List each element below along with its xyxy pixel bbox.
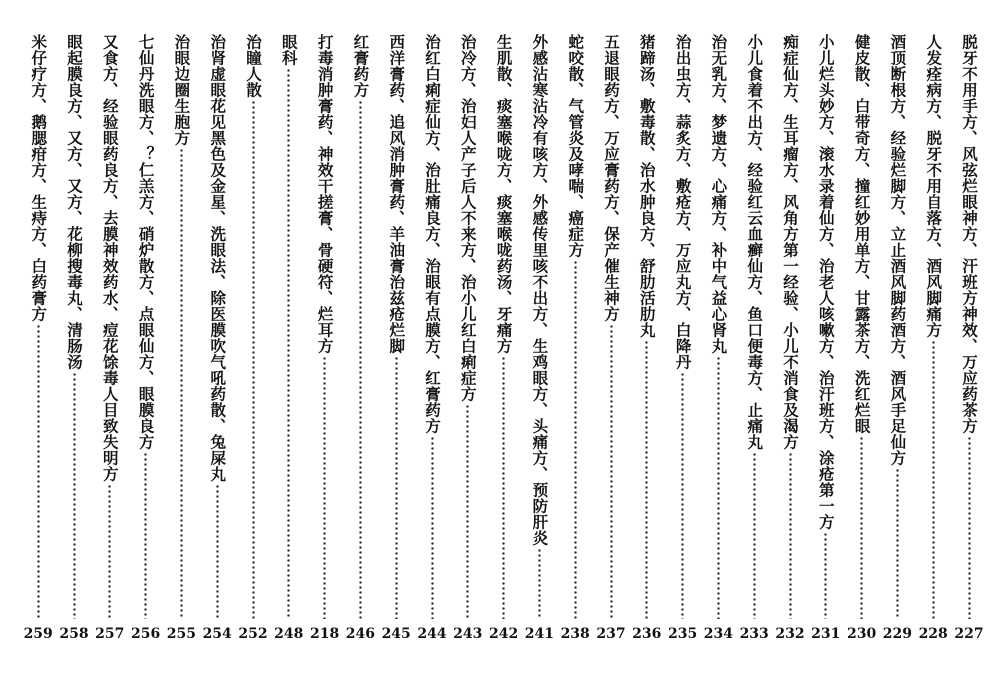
toc-entry — [204, 34, 230, 619]
toc-page-number: 237 — [596, 626, 626, 642]
dot-leader — [287, 68, 290, 619]
toc-entry — [634, 34, 660, 619]
dot-leader — [824, 532, 827, 619]
toc-entry-title: 治冷方、治妇人产子后人不来方、治小儿红白痢症方 — [458, 34, 478, 402]
toc-entry — [598, 34, 624, 619]
dot-leader — [538, 548, 541, 619]
toc-entry — [97, 34, 123, 619]
toc-entry-title: 又食方、经验眼药良方、去膜神效药水、痘花馀毒人目致失明方 — [100, 34, 120, 482]
dot-leader — [932, 340, 935, 619]
toc-entry — [526, 34, 552, 619]
toc-page-number: 236 — [632, 626, 662, 642]
dot-leader — [216, 484, 219, 619]
toc-entry-title: 治瞳人散 — [244, 34, 263, 98]
toc-page-number: 228 — [918, 626, 948, 642]
toc-entry-title: 米仔疗方、鹅腮疳方、生痔方、白药膏方 — [29, 34, 49, 322]
toc-page-number: 254 — [202, 626, 232, 642]
toc-entry-title: 外感沾寒沾冷有咳方、外感传里咳不出方、生鸡眼方、头痛方、预防肝炎 — [530, 34, 550, 546]
toc-entry — [25, 34, 51, 619]
toc-page-number: 231 — [811, 626, 841, 642]
toc-page-number: 238 — [560, 626, 590, 642]
dot-leader — [466, 404, 469, 619]
toc-entry-title: 眼科 — [279, 34, 299, 66]
toc-page-number: 256 — [130, 626, 161, 642]
toc-entry-title: 小儿食着不出方、经验红云血癣仙方、鱼口便毒方、止痛丸 — [745, 34, 765, 450]
toc-page-number: 255 — [166, 626, 196, 642]
toc-entry — [705, 34, 731, 619]
dot-leader — [323, 356, 326, 619]
dot-leader — [789, 452, 792, 619]
dot-leader — [431, 436, 434, 619]
toc-entry-title: 治无乳方、梦遗方、心痛方、补中气益心肾丸 — [709, 34, 729, 354]
dot-leader — [717, 356, 720, 619]
toc-entry — [956, 34, 982, 619]
toc-page-number: 218 — [309, 626, 340, 642]
toc-page-number: 230 — [846, 626, 877, 642]
toc-page-number: 233 — [739, 626, 769, 642]
toc-entry — [61, 34, 87, 619]
toc-entry-title: 蛇咬散、气管炎及哮喘、癌症方 — [566, 34, 586, 258]
dot-leader — [144, 452, 147, 619]
toc-entry — [491, 34, 517, 619]
toc-entry-title: 健皮散、白带奇方、撞红妙用单方、甘露茶方、洗红烂眼 — [852, 34, 872, 434]
toc-entry-title: 西洋膏药、追风消肿膏药、羊油膏治兹疮烂脚 — [387, 34, 407, 354]
toc-entry-title: 治眼边圈生胞方 — [172, 34, 192, 146]
dot-leader — [610, 324, 613, 619]
toc-entry — [920, 34, 946, 619]
toc-page-number: 245 — [381, 626, 411, 642]
toc-entry-title: 生肌散、痰塞喉咙方、痰塞喉咙药汤、牙痛方 — [494, 34, 514, 354]
dot-leader — [968, 436, 971, 619]
toc-page-number: 241 — [524, 626, 554, 642]
toc-page-number: 248 — [274, 626, 304, 642]
toc-page-number: 242 — [488, 626, 519, 642]
toc-entry — [168, 34, 194, 619]
toc-page-number: 244 — [417, 626, 447, 642]
toc-page-number: 259 — [23, 626, 53, 642]
dot-leader — [502, 356, 505, 619]
toc-entry-title: 七仙丹洗眼方、？仁羔方、硝炉散方、点眼仙方、眼膜良方 — [136, 34, 156, 450]
toc-page-number: 234 — [703, 626, 733, 642]
toc-page-number: 232 — [775, 626, 805, 642]
toc-page-number: 229 — [882, 626, 912, 642]
toc-entry — [240, 34, 266, 619]
dot-leader — [896, 468, 899, 619]
dot-leader — [681, 372, 684, 619]
toc-entry-title: 眼起膜良方、又方、又方、花柳搜毒丸、清肠汤 — [65, 34, 84, 370]
toc-entry — [276, 34, 302, 619]
toc-entry — [670, 34, 696, 619]
dot-leader — [252, 100, 255, 619]
dot-leader — [395, 356, 398, 619]
toc-entry-title: 打毒消肿膏药、神效干搓膏、骨硬符、烂耳方 — [315, 34, 335, 354]
toc-entry — [347, 34, 373, 619]
toc-entry-title: 红膏药方 — [351, 34, 371, 98]
dot-leader — [73, 372, 76, 619]
toc-entry — [777, 34, 803, 619]
dot-leader — [359, 100, 362, 619]
toc-page-number: 252 — [238, 626, 268, 642]
toc-entry-title: 治红白痢症仙方、治肚痛良方、治眼有点膜方、红膏药方 — [423, 34, 442, 434]
toc-entry-title: 治出虫方、蒜炙方、敷疮方、万应丸方、白降丹 — [673, 34, 693, 370]
toc-entry-title: 人发痊病方、脱牙不用自落方、酒风脚痛方 — [924, 34, 944, 338]
toc-entry-title: 治肾虚眼花见黑色及金星、洗眼法、除医膜吹气吼药散、兔屎丸 — [208, 34, 228, 482]
dot-leader — [574, 260, 577, 619]
dot-leader — [180, 148, 183, 619]
dot-leader — [645, 340, 648, 619]
toc-entry — [312, 34, 338, 619]
toc-entry — [741, 34, 767, 619]
toc-page-number: 235 — [667, 626, 698, 642]
toc-page-number: 258 — [59, 626, 89, 642]
toc-entry — [849, 34, 875, 619]
toc-page-number: 257 — [95, 626, 125, 642]
toc-page-number: 227 — [954, 626, 984, 642]
toc-entry — [383, 34, 409, 619]
toc-entry-title: 脱牙不用手方、风弦烂眼神方、汗班方神效、万应药茶方 — [960, 34, 979, 434]
toc-entry-title: 五退眼药方、万应膏药方、保产催生神方 — [602, 34, 621, 322]
dot-leader — [753, 452, 756, 619]
toc-entry — [813, 34, 839, 619]
toc-entry — [419, 34, 445, 619]
toc-page-number: 246 — [345, 626, 375, 642]
dot-leader — [108, 484, 111, 619]
toc-page-number: 243 — [453, 626, 483, 642]
dot-leader — [37, 324, 40, 619]
toc-entry — [884, 34, 910, 619]
dot-leader — [860, 436, 863, 619]
toc-entry-title: 猪蹄汤、敷毒散、治水肿良方、舒肋活肋丸 — [637, 34, 657, 338]
toc-entry-title: 痴症仙方、生耳瘤方、风角方第一经验、小儿不消食及渴方 — [781, 34, 800, 450]
toc-entry-title: 小儿烂头妙方、滚水录着仙方、治老人咳嗽方、治汗班方、涂疮第一方 — [816, 34, 836, 530]
toc-entry — [455, 34, 481, 619]
toc-entry — [133, 34, 159, 619]
toc-entry-title: 酒顶断根方、经验烂脚方、立止酒风脚药酒方、酒风手足仙方 — [888, 34, 908, 466]
toc-entry — [562, 34, 588, 619]
